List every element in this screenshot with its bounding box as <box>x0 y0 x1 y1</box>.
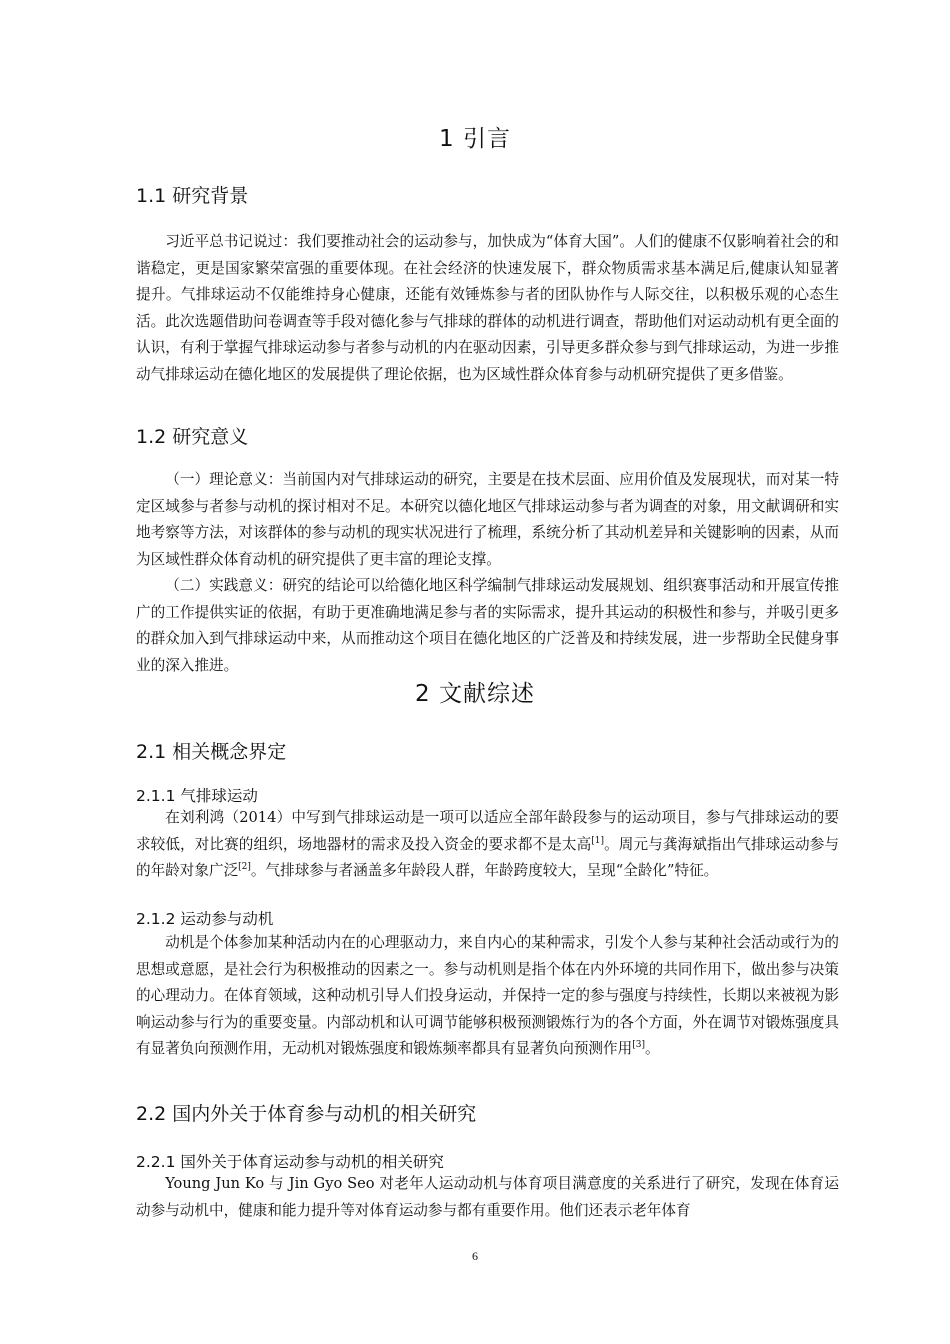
section-2-1-2-paragraph <box>136 930 839 1063</box>
paragraph-text: 动机是个体参加某种活动内在的心理驱动力，来自内心的某种需求，引发个人参与某种社会活动或行为的思想或意愿，是社会行为积极推动的因素之一。参与动机则是指个体在内外环境的共同作用下，做出参与决策的心理动力。在体育领域，这种动机引导人们投身运动，并保持一定的参与强度与持续性，长期以来被视为影响运动参与行为的重要变量。内部动机和认可调节能够积极预测锻炼行为的各个方面，外在调节对锻炼强度具有显著负向预测作用，无动机对锻炼强度和锻炼频率都具有显著负向预测作用 <box>136 934 839 1058</box>
section-2-2-1-title: 2.2.1 国外关于体育运动参与动机的相关研究 <box>136 1153 444 1171</box>
citation-ref-1: [1] <box>591 835 605 846</box>
paragraph-text: 在刘利鸿（2014）中写到气排球运动是一项可以适应全部年龄段参与的运动项目，参与气排球运动的要求较低，对比赛的组织，场地器材的需求及投入资金的要求都不是太高 <box>136 809 839 853</box>
section-2-2-title: 2.2 国内外关于体育参与动机的相关研究 <box>136 1103 477 1125</box>
citation-ref-3: [3] <box>632 1040 645 1051</box>
section-2-title: 2 文献综述 <box>415 681 535 707</box>
section-1-1-paragraph: 习近平总书记说过：我们要推动社会的运动参与，加快成为“体育大国”。人们的健康不仅影响着社会的和谐稳定，更是国家繁荣富强的重要体现。在社会经济的快速发展下，群众物质需求基本满足后,健康认知显著提升。气排球运动不仅能维持身心健康，还能有效锤炼参与者的团队协作与人际交往，以积极乐观的心态生活。此次选题借助问卷调查等手段对德化参与气排球的群体的动机进行调查，帮助他们对运动动机有更全面的认识，有利于掌握气排球运动参与者参与动机的内在驱动因素，引导更多群众参与到气排球运动，为进一步推动气排球运动在德化地区的发展提供了理论依据，也为区域性群众体育参与动机研究提供了更多借鉴。 <box>136 233 839 383</box>
section-2-2-1-paragraph: Young Jun Ko 与 Jin Gyo Seo 对老年人运动动机与体育项目满意度的关系进行了研究，发现在体育运动参与动机中，健康和能力提升等对体育运动参与都有重要作用。他们还表示老年体育 <box>136 1175 839 1219</box>
citation-ref-2: [2] <box>238 862 251 873</box>
section-1-1-title: 1.1 研究背景 <box>136 185 249 207</box>
section-1-2-paragraph-theory: （一）理论意义：当前国内对气排球运动的研究，主要是在技术层面、应用价值及发展现状，而对某一特定区域参与者参与动机的探讨相对不足。本研究以德化地区气排球运动参与者为调查的对象，用文献调研和实地考察等方法，对该群体的参与动机的现实状况进行了梳理，系统分析了其动机差异和关键影响的因素，从而为区域性群众体育动机的研究提供了更丰富的理论支撑。 <box>136 471 839 568</box>
section-2-1-1-paragraph <box>136 805 839 885</box>
section-1-title: 1 引言 <box>439 126 511 152</box>
section-1-2-title: 1.2 研究意义 <box>136 426 249 448</box>
paragraph-text: 。气排球参与者涵盖多年龄段人群，年龄跨度较大，呈现“全龄化”特征。 <box>250 862 719 880</box>
page-number: 6 <box>472 1249 478 1263</box>
paragraph-text: 。 <box>644 1040 660 1058</box>
section-2-1-title: 2.1 相关概念界定 <box>136 741 287 763</box>
paragraph-text: 。周元与龚海斌指出气排球运动参与的年龄对象广泛 <box>136 835 839 880</box>
section-1-2-paragraph-practice: （二）实践意义：研究的结论可以给德化地区科学编制气排球运动发展规划、组织赛事活动和开展宣传推广的工作提供实证的依据，有助于更准确地满足参与者的实际需求，提升其运动的积极性和参与，并吸引更多的群众加入到气排球运动中来，从而推动这个项目在德化地区的广泛普及和持续发展，进一步帮助全民健身事业的深入推进。 <box>136 577 839 674</box>
section-2-1-1-title: 2.1.1 气排球运动 <box>136 787 258 805</box>
section-2-1-2-title: 2.1.2 运动参与动机 <box>136 910 274 928</box>
